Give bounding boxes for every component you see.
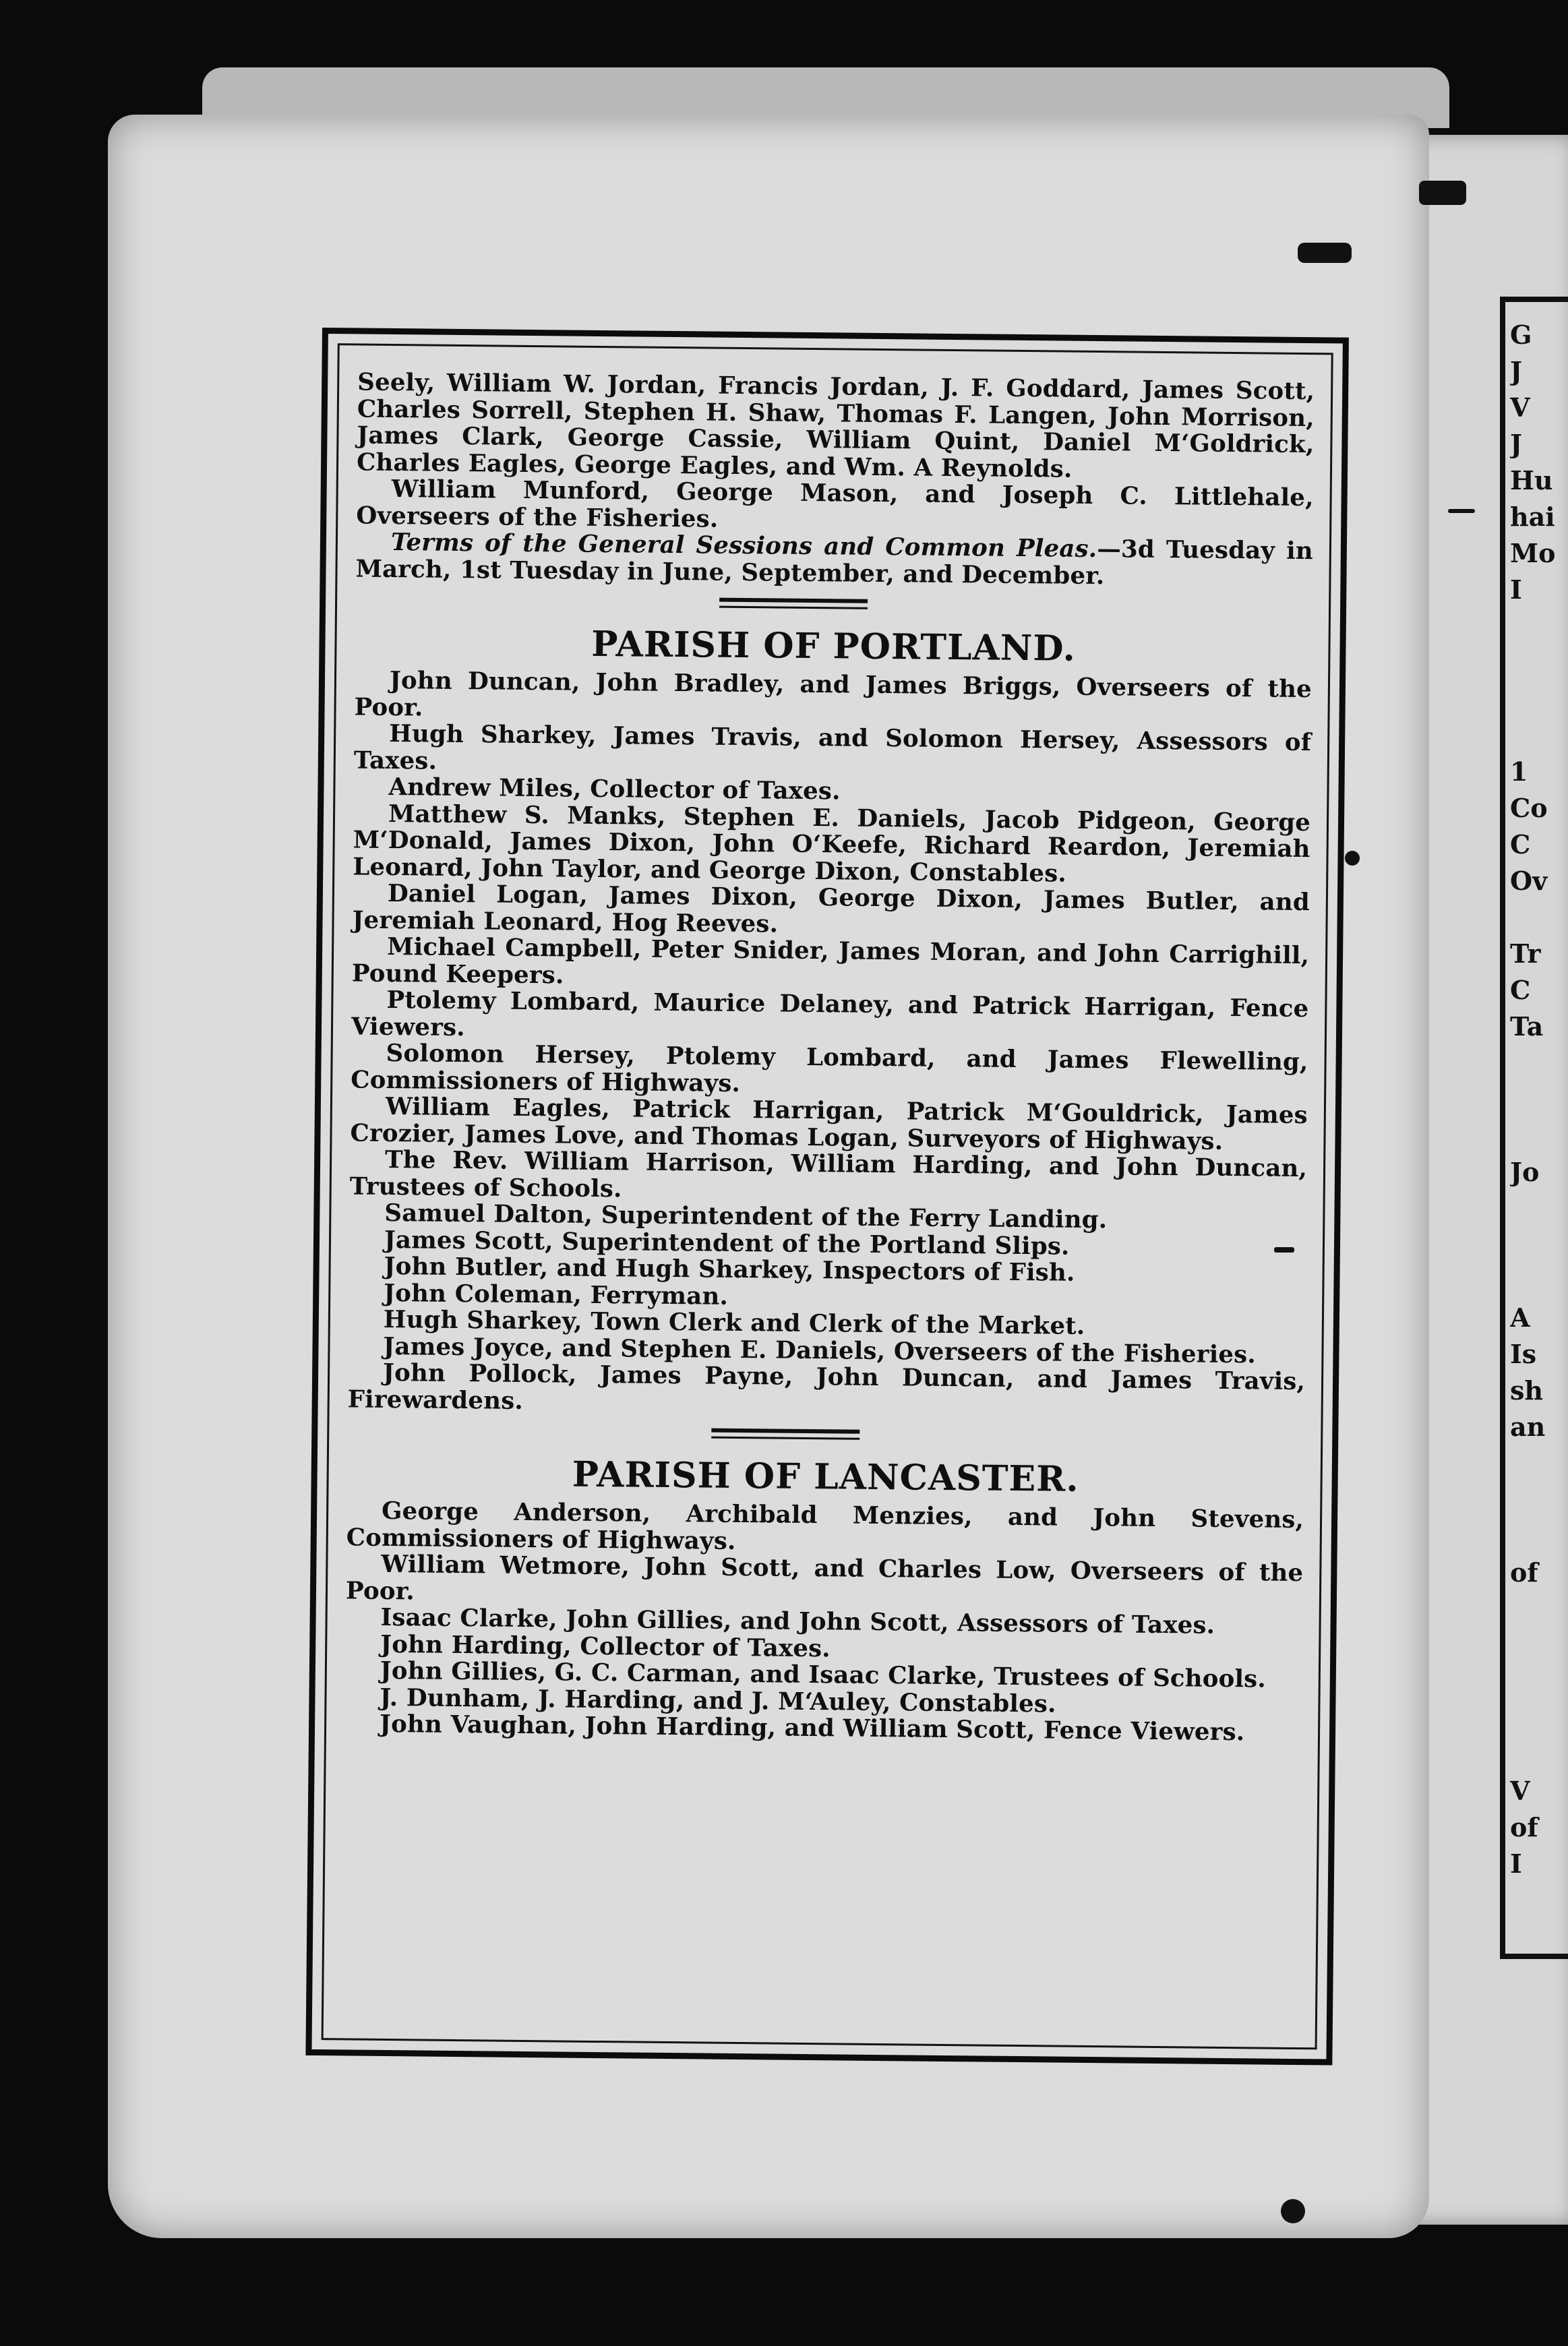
entry: William Eagles, Patrick Harrigan, Patrick M‘Gouldrick, James Crozier, James Love, and Thomas Logan, Surveyors of Highways. [350, 1092, 1308, 1155]
divider-thick [719, 598, 868, 603]
entry: J. Dunham, J. Harding, and J. M‘Auley, Constables. [380, 1683, 1056, 1718]
notice-frame [305, 328, 1349, 2066]
entry: John Pollock, James Payne, John Duncan, and James Travis, Firewardens. [347, 1358, 1306, 1415]
entry: Samuel Dalton, Superintendent of the Ferry Landing. [384, 1199, 1108, 1234]
court-terms-dates: —3d Tuesday in March, 1st Tuesday in June, September, and December. [355, 535, 1314, 590]
entry: John Duncan, John Bradley, and James Briggs, Overseers of the Poor. [354, 666, 1313, 721]
entry: John Gillies, G. C. Carman, and Isaac Clarke, Trustees of Schools. [380, 1656, 1267, 1693]
entry: Isaac Clarke, John Gillies, and John Scott, Assessors of Taxes. [380, 1603, 1215, 1640]
entry: Daniel Logan, James Dixon, George Dixon, James Butler, and Jeremiah Leonard, Hog Reeves. [352, 879, 1310, 938]
divider-thin [719, 606, 868, 609]
court-terms-label: Terms of the General Sessions and Common Pleas. [390, 528, 1097, 564]
entry: Ptolemy Lombard, Maurice Delaney, and Patrick Harrigan, Fence Viewers. [351, 986, 1309, 1042]
fisheries-overseers: William Munford, George Mason, and Joseph C. Littlehale, Overseers of the Fisheries. [356, 475, 1314, 533]
intro-officials: Seely, William W. Jordan, Francis Jordan, J. F. Goddard, James Scott, Charles Sorrell, Stephen H. Shaw, Thomas F. Langen, John Morrison, James Clark, George Cassie, William Quint, Daniel M‘Goldrick, Charles Eagles, George Eagles, and Wm. A Reynolds. [356, 368, 1315, 483]
lancaster-entries [344, 1497, 1304, 1746]
entry: Michael Campbell, Peter Snider, James Moran, and John Carrighill, Pound Keepers. [351, 932, 1310, 989]
entry: James Scott, Superintendent of the Portland Slips. [384, 1226, 1070, 1261]
adjacent-page-text: G J V J Hu hai Mo I 1 Co C Ov Tr C Ta Jo A Is sh an of V of I [1510, 320, 1556, 1879]
notice-content [344, 369, 1315, 1747]
entry: Hugh Sharkey, Town Clerk and Clerk of the Market. [383, 1305, 1085, 1340]
entry: Hugh Sharkey, James Travis, and Solomon Hersey, Assessors of Taxes. [353, 719, 1312, 775]
entry: George Anderson, Archibald Menzies, and John Stevens, Commissioners of Highways. [346, 1497, 1304, 1555]
section-heading-portland: PARISH OF PORTLAND. [591, 623, 1077, 669]
divider-thick [711, 1428, 860, 1434]
entry: James Joyce, and Stephen E. Daniels, Overseers of the Fisheries. [383, 1332, 1257, 1368]
entry: John Coleman, Ferryman. [384, 1279, 729, 1311]
entry: The Rev. William Harrison, William Harding, and John Duncan, Trustees of Schools. [349, 1145, 1308, 1203]
entry: John Vaughan, John Harding, and William Scott, Fence Viewers. [379, 1710, 1245, 1747]
entry: Andrew Miles, Collector of Taxes. [388, 773, 841, 806]
entry: William Wetmore, John Scott, and Charles Low, Overseers of the Poor. [345, 1550, 1304, 1605]
entry: Matthew S. Manks, Stephen E. Daniels, Jacob Pidgeon, George M‘Donald, James Dixon, John O‘Keefe, Richard Reardon, Jeremiah Leonard, John Taylor, and George Dixon, Constables. [353, 800, 1311, 888]
portland-entries [348, 667, 1313, 1422]
entry: John Harding, Collector of Taxes. [380, 1630, 831, 1662]
court-terms [355, 529, 1313, 591]
section-heading-lancaster: PARISH OF LANCASTER. [572, 1453, 1079, 1500]
divider-thin [711, 1437, 860, 1440]
entry: Solomon Hersey, Ptolemy Lombard, and James Flewelling, Commissioners of Highways. [351, 1039, 1308, 1097]
entry: John Butler, and Hugh Sharkey, Inspectors of Fish. [384, 1252, 1075, 1287]
